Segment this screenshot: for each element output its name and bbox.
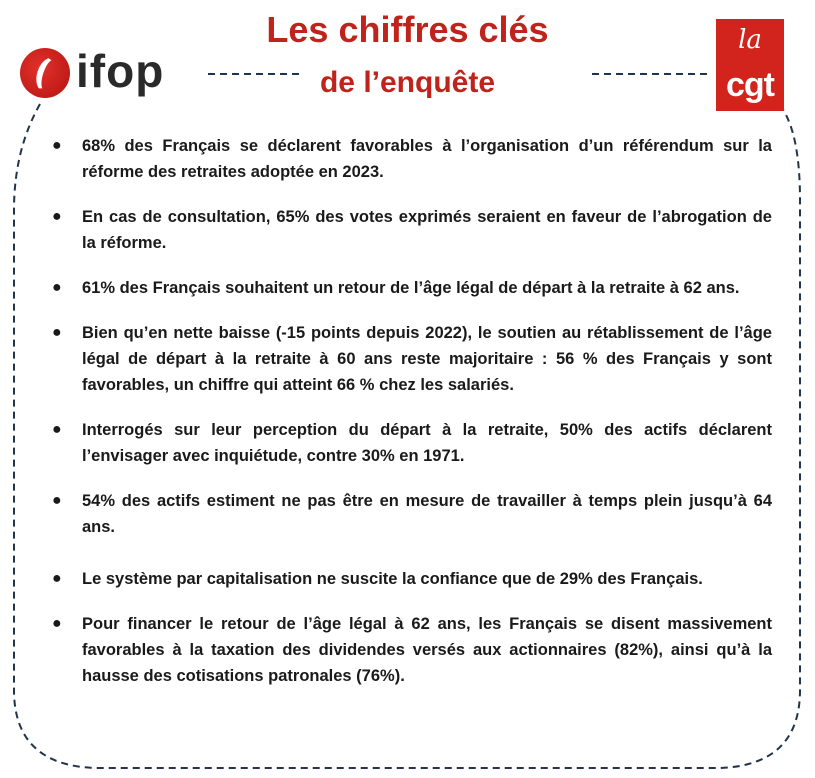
fact-text: Pour financer le retour de l’âge légal à 62 ans, les Français se disent massivement favorables à la taxation des dividendes versés aux actionnaires (82%), ainsi qu’à la hausse des cotisations patronales (76%).	[82, 615, 772, 685]
fact-text: 54% des actifs estiment ne pas être en mesure de travailler à temps plein jusqu’à 64 ans.	[82, 492, 772, 536]
bullet-icon: ●	[52, 279, 62, 296]
fact-item	[48, 133, 772, 185]
fact-text: Le système par capitalisation ne suscite la confiance que de 29% des Français.	[82, 570, 703, 588]
fact-item	[48, 417, 772, 469]
page-title: Les chiffres clés	[266, 9, 549, 50]
fact-item	[48, 488, 772, 540]
bullet-icon: ●	[52, 208, 62, 225]
key-facts-list	[48, 133, 772, 689]
cgt-logo-cgt: cgt	[726, 66, 774, 104]
fact-item	[48, 566, 772, 592]
fact-item	[48, 320, 772, 398]
ifop-logo-text: ifop	[76, 45, 165, 97]
fact-text: 61% des Français souhaitent un retour de l’âge légal de départ à la retraite à 62 ans.	[82, 279, 740, 297]
fact-text: 68% des Français se déclarent favorables à l’organisation d’un référendum sur la réforme des retraites adoptée en 2023.	[82, 137, 772, 181]
bullet-icon: ●	[52, 570, 62, 587]
bullet-icon: ●	[52, 324, 62, 341]
page-subtitle: de l’enquête	[319, 66, 496, 99]
bullet-icon: ●	[52, 492, 62, 509]
fact-text: En cas de consultation, 65% des votes exprimés seraient en faveur de l’abrogation de la réforme.	[82, 208, 772, 252]
fact-text: Bien qu’en nette baisse (-15 points depuis 2022), le soutien au rétablissement de l’âge légal de départ à la retraite à 60 ans reste majoritaire : 56 % des Français y sont favorables, un chiffre qui atteint 66 % chez les salariés.	[82, 324, 772, 394]
fact-item	[48, 611, 772, 689]
bullet-icon: ●	[52, 137, 62, 154]
fact-item	[48, 275, 772, 301]
bullet-icon: ●	[52, 421, 62, 438]
fact-text: Interrogés sur leur perception du départ à la retraite, 50% des actifs déclarent l’envisager avec inquiétude, contre 30% en 1971.	[82, 421, 772, 465]
cgt-logo	[716, 19, 784, 111]
cgt-logo-la: la	[738, 25, 762, 55]
fact-item	[48, 204, 772, 256]
bullet-icon: ●	[52, 615, 62, 632]
